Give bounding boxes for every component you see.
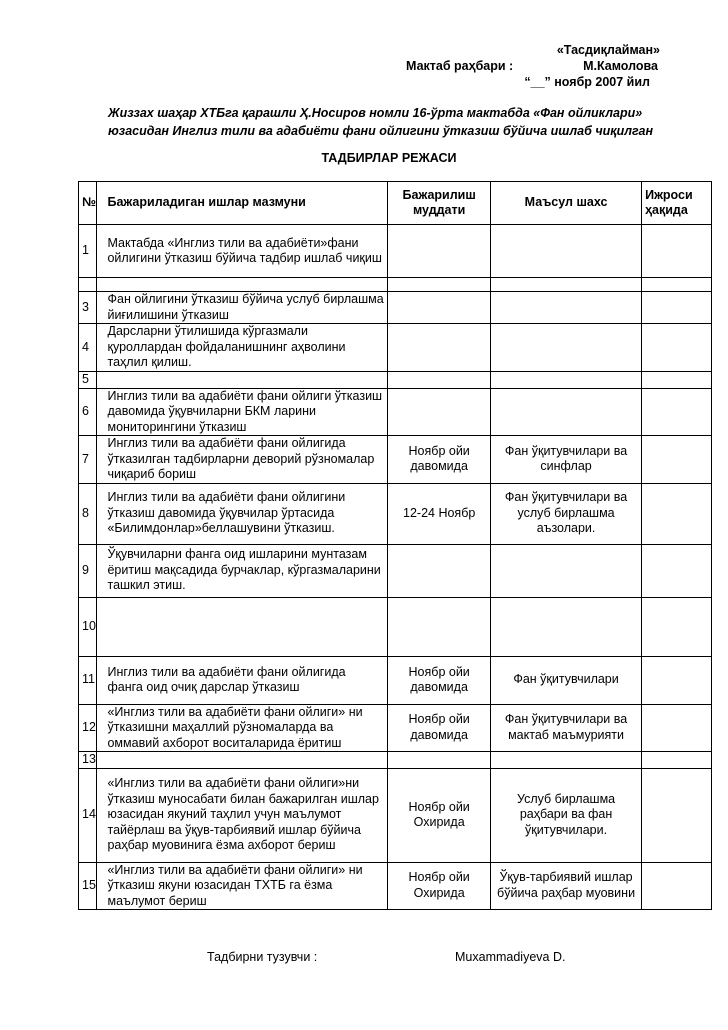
header-content: Бажариладиган ишлар мазмуни <box>97 182 388 225</box>
row-responsible <box>491 388 642 436</box>
table-row <box>79 292 712 324</box>
row-content: Инглиз тили ва адабиёти фани ойлигини ўтказиш давомида ўқувчилар ўртасида «Билимдонлар»беллашувини ўтказиш. <box>97 483 388 544</box>
row-number: 15 <box>79 862 97 910</box>
table-row <box>79 324 712 372</box>
row-responsible: Фан ўқитувчилари ва услуб бирлашма аъзолари. <box>491 483 642 544</box>
table-row <box>79 225 712 278</box>
header-responsible: Маъсул шахс <box>491 182 642 225</box>
footer-label: Тадбирни тузувчи : <box>207 950 318 964</box>
row-number: 7 <box>79 436 97 484</box>
row-number: 10 <box>79 597 97 656</box>
row-content: «Инглиз тили ва адабиёти фани ойлиги» ни ўтказишни маҳаллий рўзномаларда ва оммавий ахборот воситаларида ёритиш <box>97 704 388 752</box>
row-responsible: Услуб бирлашма раҳбари ва фан ўқитувчилари. <box>491 768 642 862</box>
table-row <box>79 862 712 910</box>
row-responsible <box>491 278 642 292</box>
row-deadline <box>388 225 491 278</box>
row-number: 5 <box>79 372 97 389</box>
row-responsible <box>491 292 642 324</box>
row-content: Инглиз тили ва адабиёти фани ойлиги ўтказиш давомида ўқувчиларни БКМ ларини мониторингини ўтказиш <box>97 388 388 436</box>
row-deadline <box>388 278 491 292</box>
table-row <box>79 544 712 597</box>
row-number: 11 <box>79 656 97 704</box>
header-deadline: Бажарилиш муддати <box>388 182 491 225</box>
intro-line-2: юзасидан Инглиз тили ва адабиёти фани ойлигини ўтказиш бўйича ишлаб чиқилган <box>108 124 653 138</box>
row-deadline: Ноябр ойи давомида <box>388 704 491 752</box>
table-row <box>79 436 712 484</box>
intro-line-1: Жиззах шаҳар ХТБга қарашли Ҳ.Носиров номли 16-ўрта мактабда «Фан ойликлари» <box>108 106 643 120</box>
row-execution <box>642 292 712 324</box>
table-row <box>79 752 712 769</box>
row-content: «Инглиз тили ва адабиёти фани ойлиги» ни ўтказиш якуни юзасидан ТХТБ га ёзма маълумот бериш <box>97 862 388 910</box>
row-responsible: Фан ўқитувчилари ва синфлар <box>491 436 642 484</box>
row-number: 3 <box>79 292 97 324</box>
row-execution <box>642 752 712 769</box>
row-execution <box>642 225 712 278</box>
table-row <box>79 278 712 292</box>
row-deadline <box>388 372 491 389</box>
table-row <box>79 704 712 752</box>
row-execution <box>642 278 712 292</box>
table-row <box>79 388 712 436</box>
row-responsible: Фан ўқитувчилари <box>491 656 642 704</box>
row-number: 1 <box>79 225 97 278</box>
row-execution <box>642 483 712 544</box>
approval-signatory <box>400 58 670 74</box>
row-content: Ўқувчиларни фанга оид ишларини мунтазам ёритиш мақсадида бурчаклар, кўргазмаларини ташкил этиш. <box>97 544 388 597</box>
row-execution <box>642 704 712 752</box>
row-execution <box>642 324 712 372</box>
row-execution <box>642 597 712 656</box>
row-deadline <box>388 544 491 597</box>
row-deadline: Ноябр ойи Охирида <box>388 862 491 910</box>
plan-title: ТАДБИРЛАР РЕЖАСИ <box>321 151 457 165</box>
row-number: 13 <box>79 752 97 769</box>
row-deadline: 12-24 Ноябр <box>388 483 491 544</box>
row-content: Инглиз тили ва адабиёти фани ойлигида ўтказилган тадбирларни деворий рўзномалар чиқариб бориш <box>97 436 388 484</box>
row-deadline <box>388 752 491 769</box>
row-number: 12 <box>79 704 97 752</box>
row-content <box>97 752 388 769</box>
table-row <box>79 372 712 389</box>
approval-heading: «Тасдиқлайман» <box>556 43 660 57</box>
row-number: 14 <box>79 768 97 862</box>
table-row <box>79 656 712 704</box>
row-responsible <box>491 372 642 389</box>
row-number: 6 <box>79 388 97 436</box>
approval-date: “__” ноябр 2007 йил <box>524 75 650 89</box>
document-intro <box>108 104 688 140</box>
row-execution <box>642 768 712 862</box>
table-row <box>79 768 712 862</box>
table-body <box>79 225 712 910</box>
row-number: 8 <box>79 483 97 544</box>
header-execution: Ижроси ҳақида <box>642 182 712 225</box>
row-responsible: Фан ўқитувчилари ва мактаб маъмурияти <box>491 704 642 752</box>
row-execution <box>642 388 712 436</box>
row-content: Инглиз тили ва адабиёти фани ойлигида фанга оид очиқ дарслар ўтказиш <box>97 656 388 704</box>
table-header-row <box>79 182 712 225</box>
row-number: 4 <box>79 324 97 372</box>
row-deadline: Ноябр ойи давомида <box>388 436 491 484</box>
approval-name: М.Камолова <box>583 59 658 73</box>
row-deadline: Ноябр ойи Охирида <box>388 768 491 862</box>
row-deadline <box>388 597 491 656</box>
events-plan-table <box>78 181 712 910</box>
row-number: 9 <box>79 544 97 597</box>
row-deadline <box>388 388 491 436</box>
header-number: № <box>79 182 97 225</box>
row-execution <box>642 436 712 484</box>
table-row <box>79 483 712 544</box>
row-content: Дарсларни ўтилишида кўргазмали қуроллардан фойдаланишнинг аҳволини таҳлил қилиш. <box>97 324 388 372</box>
footer-name: Muxammadiyeva D. <box>455 950 566 964</box>
row-number <box>79 278 97 292</box>
row-execution <box>642 544 712 597</box>
table-row <box>79 597 712 656</box>
row-execution <box>642 862 712 910</box>
row-content <box>97 278 388 292</box>
row-deadline <box>388 292 491 324</box>
row-execution <box>642 656 712 704</box>
row-responsible <box>491 225 642 278</box>
row-responsible <box>491 324 642 372</box>
row-responsible <box>491 752 642 769</box>
row-responsible <box>491 544 642 597</box>
approval-block <box>400 42 670 90</box>
row-responsible <box>491 597 642 656</box>
row-content: Фан ойлигини ўтказиш бўйича услуб бирлашма йиғилишини ўтказиш <box>97 292 388 324</box>
row-content <box>97 372 388 389</box>
row-deadline <box>388 324 491 372</box>
row-content: «Инглиз тили ва адабиёти фани ойлиги»ни ўтказиш муносабати билан бажарилган ишлар юзасидан якуний таҳлил учун маълумот тайёрлаш ва ўқув-тарбиявий ишлар бўйича раҳбар муовинига ёзма ахборот бериш <box>97 768 388 862</box>
row-content <box>97 597 388 656</box>
row-responsible: Ўқув-тарбиявий ишлар бўйича раҳбар муовини <box>491 862 642 910</box>
row-content: Мактабда «Инглиз тили ва адабиёти»фани ойлигини ўтказиш бўйича тадбир ишлаб чиқиш <box>97 225 388 278</box>
row-execution <box>642 372 712 389</box>
approval-role: Мактаб раҳбари : <box>406 59 514 73</box>
row-deadline: Ноябр ойи давомида <box>388 656 491 704</box>
